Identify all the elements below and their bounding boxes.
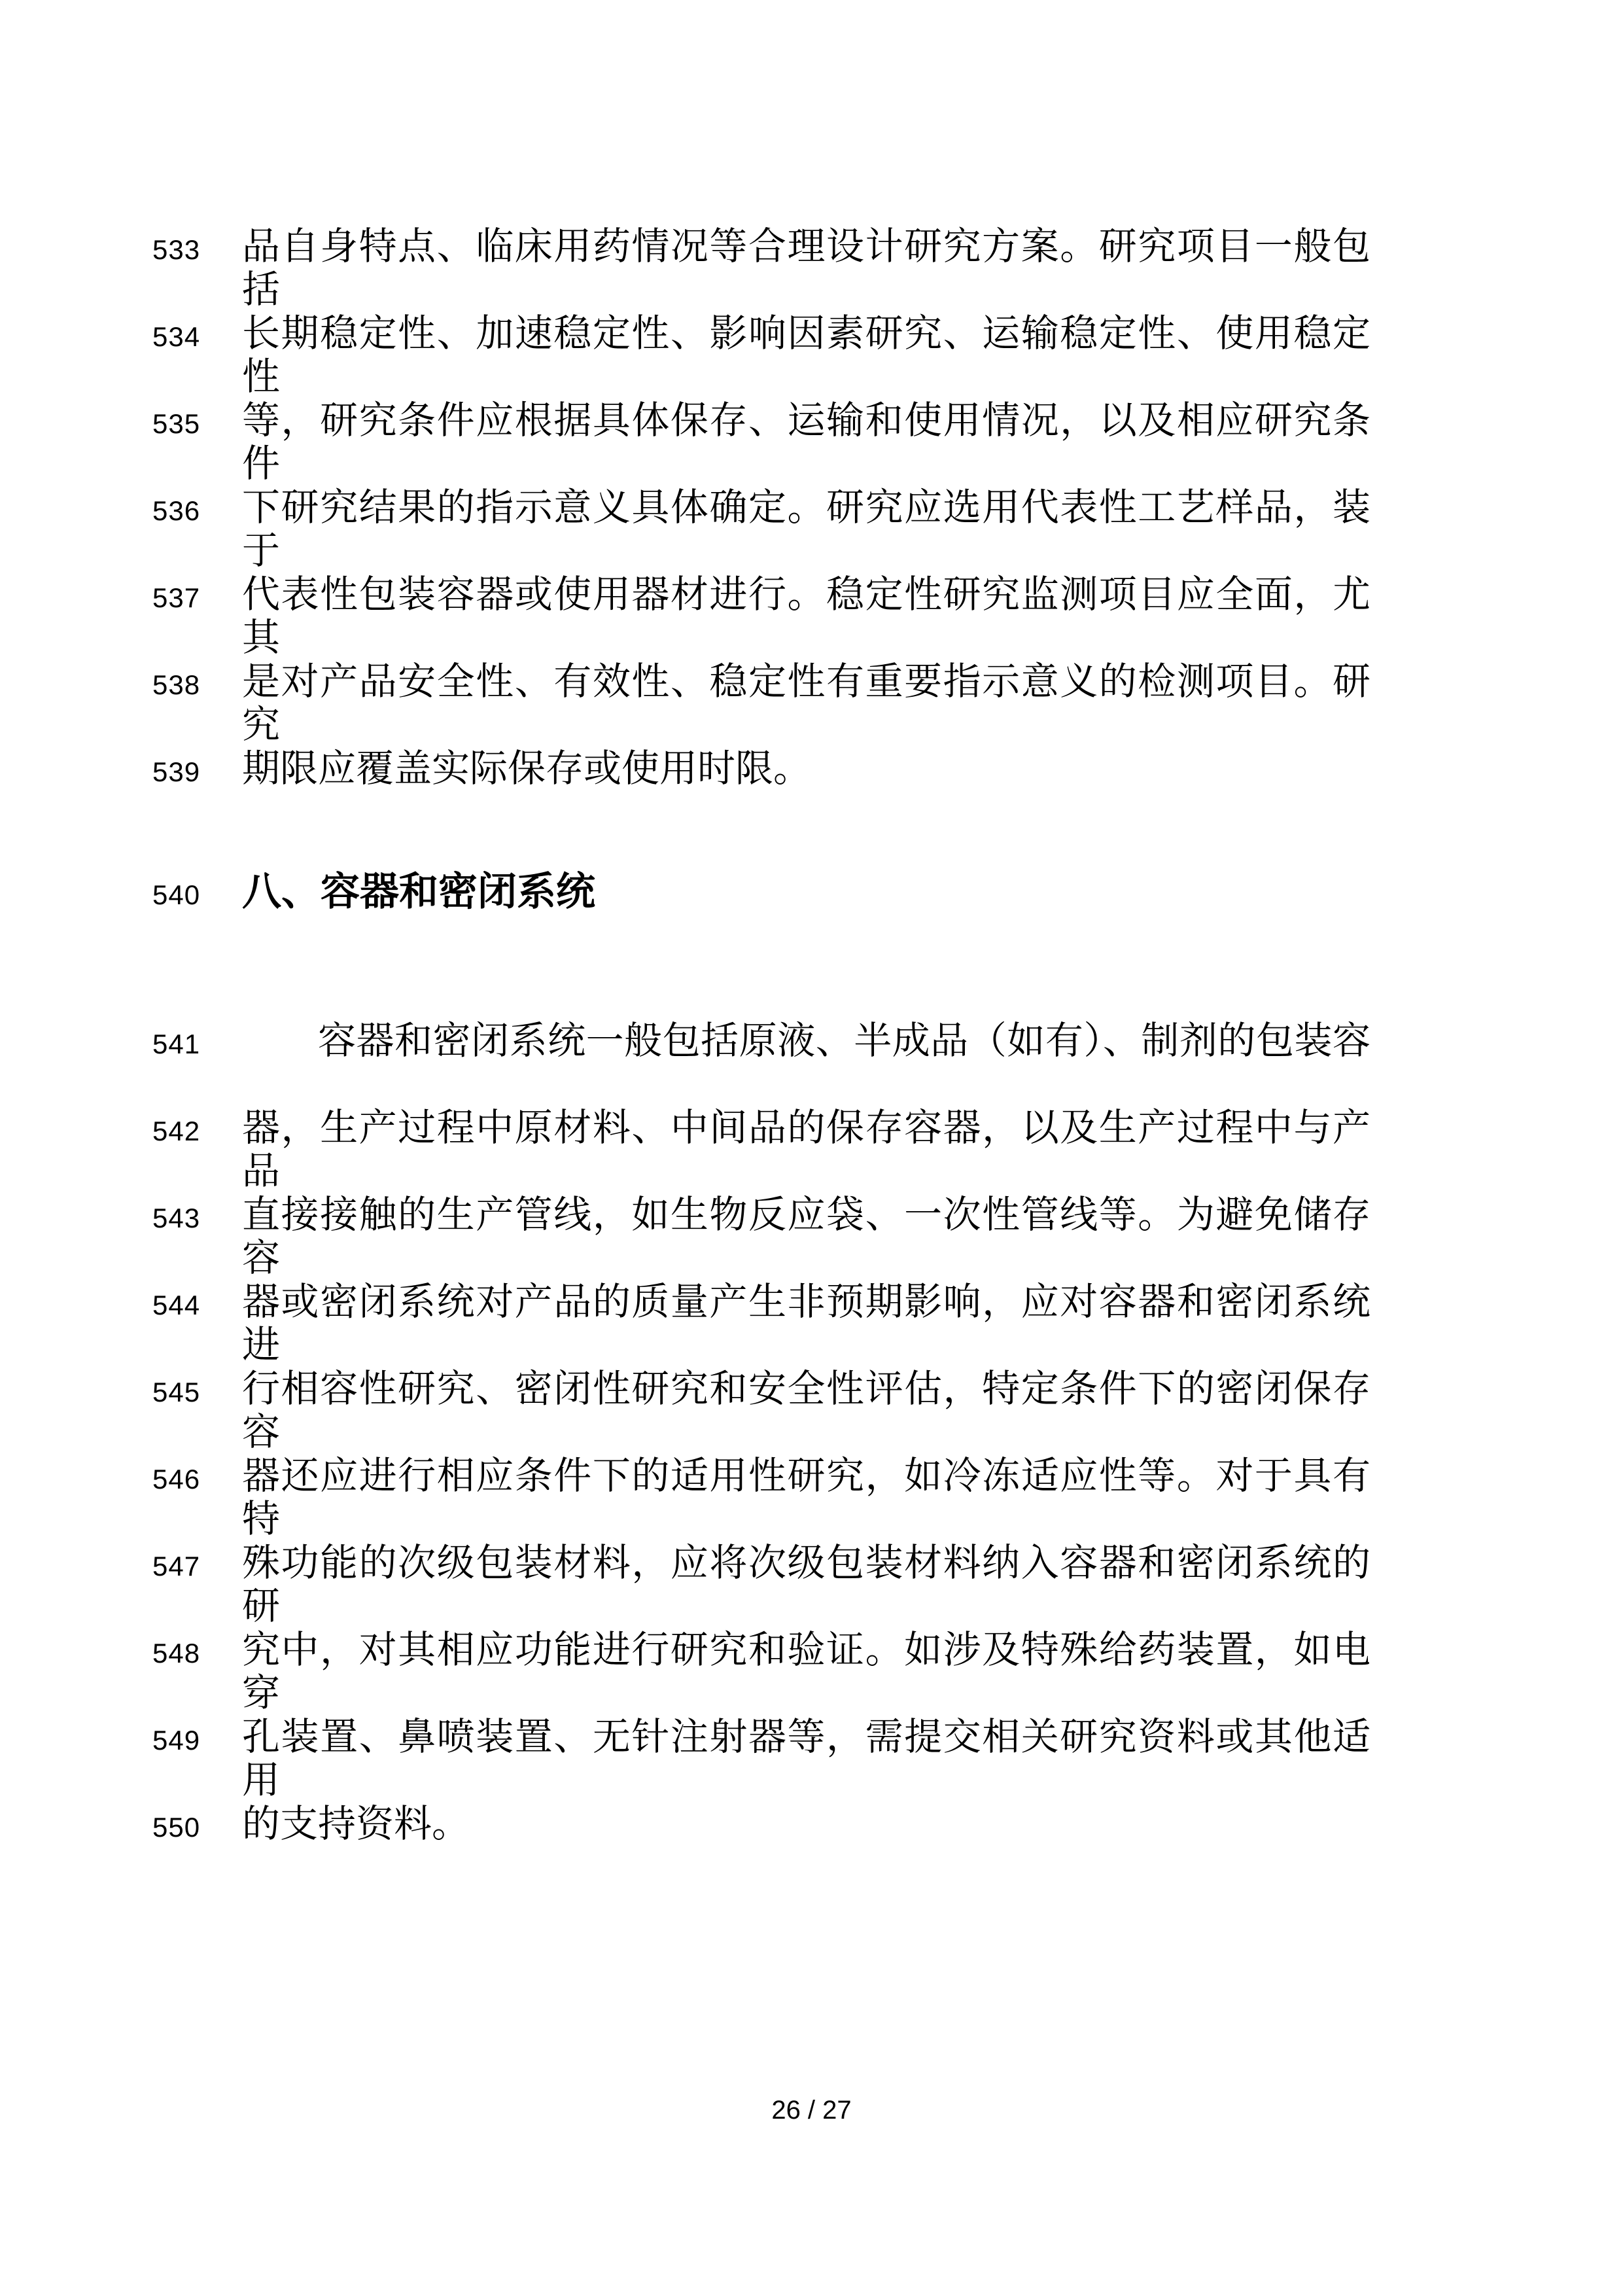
line-text: 容器和密闭系统一般包括原液、半成品（如有）、制剂的包装容	[318, 1019, 1370, 1062]
line-text: 长期稳定性、加速稳定性、影响因素研究、运输稳定性、使用稳定性	[242, 312, 1370, 398]
line-number: 534	[152, 321, 201, 352]
section-heading-text: 八、容器和密闭系统	[242, 870, 595, 913]
document-line	[0, 573, 1623, 660]
line-number: 535	[152, 408, 201, 439]
line-text: 究中，对其相应功能进行研究和验证。如涉及特殊给药装置，如电穿	[242, 1629, 1370, 1714]
line-text: 孔装置、鼻喷装置、无针注射器等，需提交相关研究资料或其他适用	[242, 1716, 1370, 1801]
document-line	[0, 1803, 1623, 1890]
document-body	[0, 225, 1623, 1890]
document-line	[0, 312, 1623, 399]
document-line	[0, 225, 1623, 312]
line-text: 代表性包装容器或使用器材进行。稳定性研究监测项目应全面，尤其	[242, 573, 1370, 659]
section-heading	[0, 870, 1623, 957]
line-number: 548	[152, 1638, 201, 1669]
line-text: 品自身特点、临床用药情况等合理设计研究方案。研究项目一般包括	[242, 225, 1370, 311]
line-text: 行相容性研究、密闭性研究和安全性评估，特定条件下的密闭保存容	[242, 1368, 1370, 1453]
line-text: 等，研究条件应根据具体保存、运输和使用情况，以及相应研究条件	[242, 399, 1370, 485]
document-line	[0, 1542, 1623, 1629]
document-line	[0, 1280, 1623, 1368]
document-line	[0, 399, 1623, 486]
line-number: 549	[152, 1725, 201, 1756]
line-number: 536	[152, 495, 201, 526]
line-number: 541	[152, 1029, 201, 1059]
line-number: 538	[152, 669, 201, 700]
line-number: 550	[152, 1812, 201, 1843]
document-line	[0, 747, 1623, 834]
line-number: 546	[152, 1464, 201, 1494]
line-text: 期限应覆盖实际保存或使用时限。	[242, 747, 812, 790]
document-line	[0, 1019, 1623, 1106]
line-text: 器，生产过程中原材料、中间品的保存容器，以及生产过程中与产品	[242, 1106, 1370, 1192]
document-line	[0, 1106, 1623, 1193]
line-number: 533	[152, 234, 201, 265]
line-text: 下研究结果的指示意义具体确定。研究应选用代表性工艺样品，装于	[242, 486, 1370, 572]
line-number: 543	[152, 1203, 201, 1233]
line-number: 542	[152, 1116, 201, 1146]
page-number: 26 / 27	[771, 2096, 852, 2125]
document-line	[0, 1629, 1623, 1716]
document-line	[0, 1716, 1623, 1803]
line-number: 545	[152, 1377, 201, 1407]
line-number: 539	[152, 756, 201, 787]
line-text: 的支持资料。	[242, 1803, 470, 1845]
document-line	[0, 660, 1623, 747]
line-text: 殊功能的次级包装材料，应将次级包装材料纳入容器和密闭系统的研	[242, 1542, 1370, 1627]
line-text: 直接接触的生产管线，如生物反应袋、一次性管线等。为避免储存容	[242, 1193, 1370, 1279]
line-text: 器或密闭系统对产品的质量产生非预期影响，应对容器和密闭系统进	[242, 1280, 1370, 1366]
line-number: 540	[152, 879, 201, 910]
line-number: 537	[152, 582, 201, 613]
document-line	[0, 1368, 1623, 1455]
document-line	[0, 486, 1623, 573]
line-number: 547	[152, 1551, 201, 1581]
line-text: 是对产品安全性、有效性、稳定性有重要指示意义的检测项目。研究	[242, 660, 1370, 746]
document-line	[0, 1193, 1623, 1280]
line-text: 器还应进行相应条件下的适用性研究，如冷冻适应性等。对于具有特	[242, 1455, 1370, 1540]
line-number: 544	[152, 1290, 201, 1320]
page-footer	[0, 2096, 1623, 2125]
document-line	[0, 1455, 1623, 1542]
